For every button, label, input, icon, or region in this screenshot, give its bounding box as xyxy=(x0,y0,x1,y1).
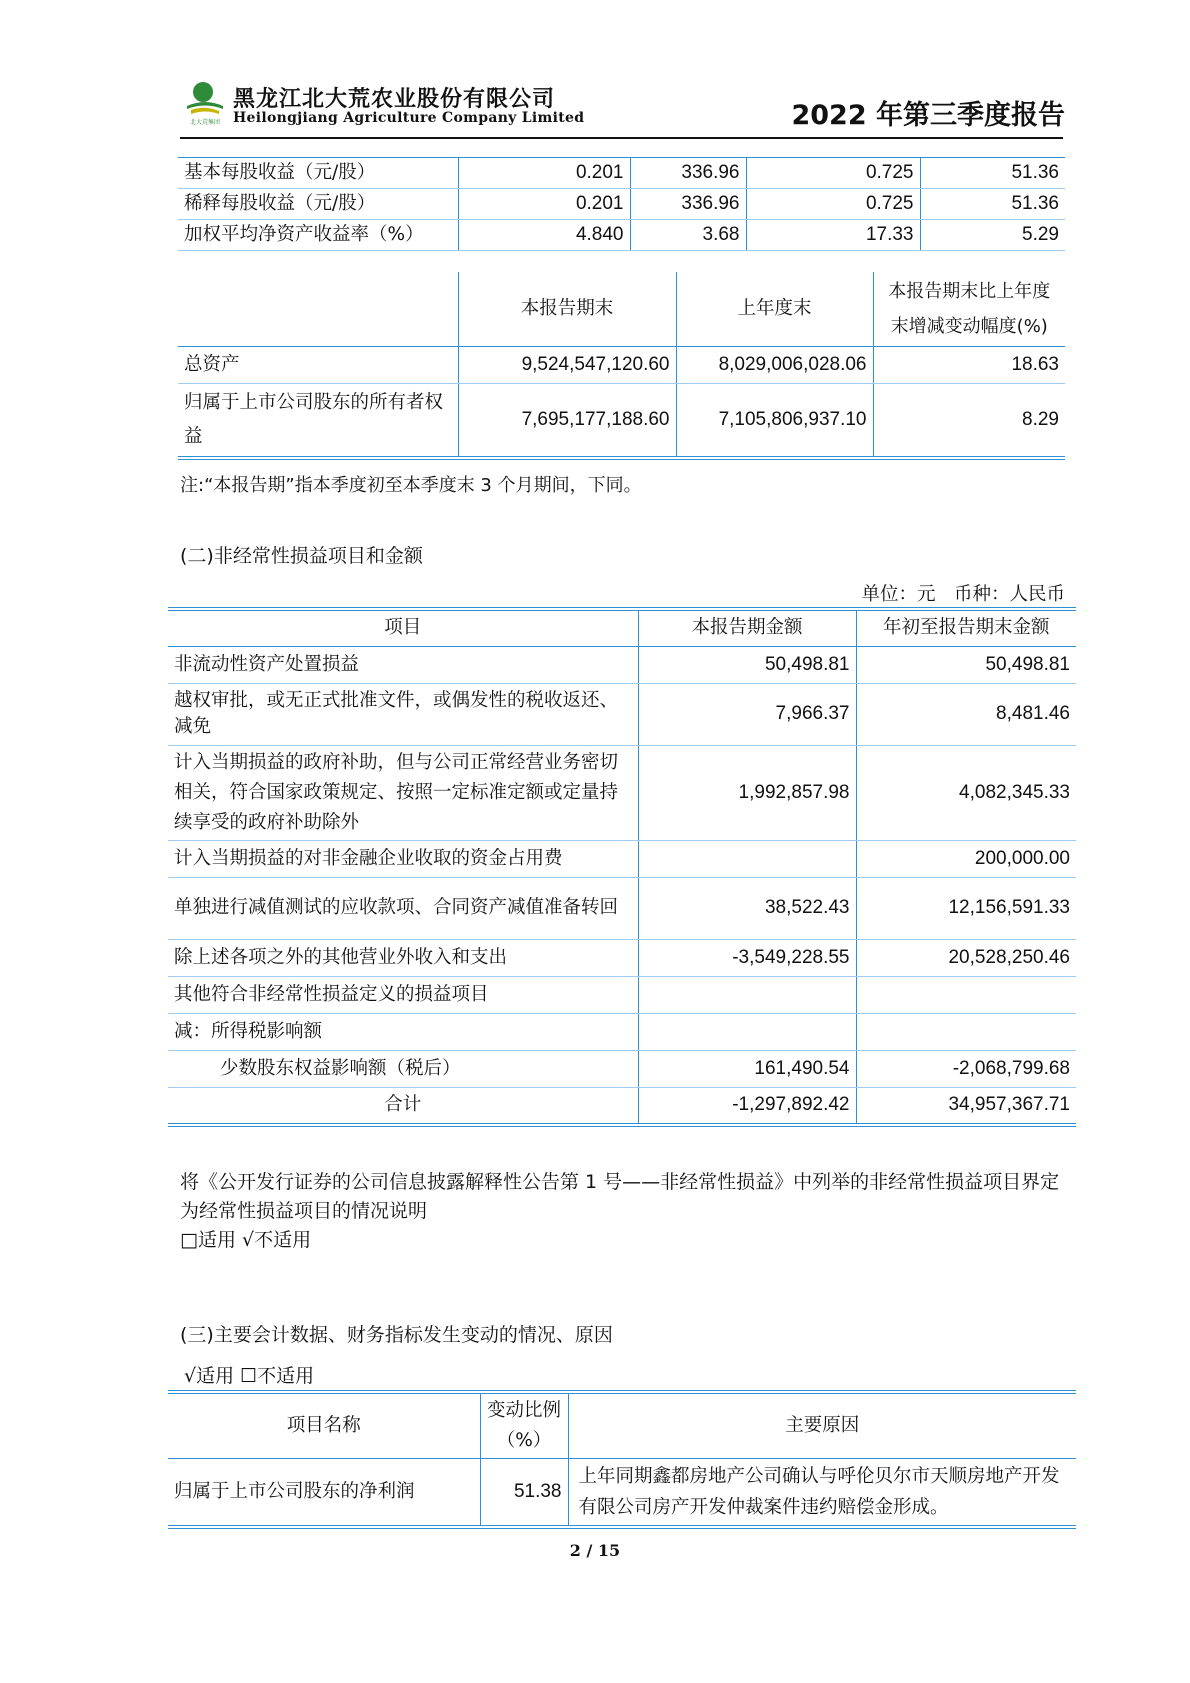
cell-ytd: 12,156,591.33 xyxy=(856,877,1076,939)
cell-value: 0.201 xyxy=(458,158,630,189)
table-row xyxy=(178,220,1065,251)
cell-period xyxy=(638,840,856,877)
cell-value: 17.33 xyxy=(746,220,920,251)
svg-text:北大荒集团: 北大荒集团 xyxy=(189,119,221,126)
cell-ytd: 4,082,345.33 xyxy=(856,745,1076,840)
header-current-end: 本报告期末 xyxy=(458,272,676,347)
header-ratio: 变动比例（%） xyxy=(480,1392,568,1459)
table-header-row xyxy=(178,272,1065,347)
row-item: 其他符合非经常性损益定义的损益项目 xyxy=(168,976,638,1013)
cell-period xyxy=(638,1013,856,1050)
cell-value: 8.29 xyxy=(873,384,1065,459)
header-change xyxy=(873,272,1065,347)
row-item: 计入当期损益的政府补助，但与公司正常经营业务密切相关，符合国家政策规定、按照一定标准定额或定量持续享受的政府补助除外 xyxy=(168,745,638,840)
cell-value: 8,029,006,028.06 xyxy=(676,347,873,384)
section2-title: (二)非经常性损益项目和金额 xyxy=(180,545,423,567)
row-item: 单独进行减值测试的应收款项、合同资产减值准备转回 xyxy=(168,877,638,939)
cell-ytd xyxy=(856,976,1076,1013)
change-reasons-table xyxy=(168,1390,1076,1529)
cell-value: 0.725 xyxy=(746,189,920,220)
table-row xyxy=(168,976,1076,1013)
row-label: 归属于上市公司股东的所有者权益 xyxy=(178,384,458,459)
page-number: 2 / 15 xyxy=(569,1541,621,1560)
header-name: 项目名称 xyxy=(168,1392,480,1459)
table-row xyxy=(168,1013,1076,1050)
cell-ytd: 20,528,250.46 xyxy=(856,939,1076,976)
header-ytd: 年初至报告期末金额 xyxy=(856,609,1076,646)
row-item: 少数股东权益影响额（税后） xyxy=(168,1050,638,1087)
note2-text: 将《公开发行证券的公司信息披露解释性公告第 1 号——非经常性损益》中列举的非经常性损益项目界定为经常性损益项目的情况说明 xyxy=(180,1171,1060,1222)
cell-period: 7,966.37 xyxy=(638,683,856,745)
header-divider xyxy=(180,137,1063,139)
cell-period: 161,490.54 xyxy=(638,1050,856,1087)
row-label: 总资产 xyxy=(178,347,458,384)
cell-value: 0.725 xyxy=(746,158,920,189)
total-label: 合计 xyxy=(168,1087,638,1125)
cell-period xyxy=(638,976,856,1013)
beidahuang-logo xyxy=(183,78,227,130)
cell-period: 50,498.81 xyxy=(638,646,856,683)
note-report-period: 注:“本报告期”指本季度初至本季度末 3 个月期间，下同。 xyxy=(180,475,642,496)
header-reason: 主要原因 xyxy=(568,1392,1076,1459)
cell-period: -3,549,228.55 xyxy=(638,939,856,976)
header-change-line2: 末增减变动幅度(%) xyxy=(890,316,1048,337)
table-row xyxy=(178,189,1065,220)
cell-value: 4.840 xyxy=(458,220,630,251)
table-row xyxy=(168,683,1076,745)
row-item: 除上述各项之外的其他营业外收入和支出 xyxy=(168,939,638,976)
company-name-cn: 黑龙江北大荒农业股份有限公司 xyxy=(233,86,556,112)
section3-title: (三)主要会计数据、财务指标发生变动的情况、原因 xyxy=(180,1324,613,1346)
header-item: 项目 xyxy=(168,609,638,646)
table-header-row xyxy=(168,1392,1076,1459)
row-item: 非流动性资产处置损益 xyxy=(168,646,638,683)
cell-ytd: 200,000.00 xyxy=(856,840,1076,877)
cell-period: 1,992,857.98 xyxy=(638,745,856,840)
table-row xyxy=(168,877,1076,939)
table-row xyxy=(168,840,1076,877)
cell-value: 3.68 xyxy=(630,220,746,251)
cell-ratio: 51.38 xyxy=(480,1459,568,1528)
cell-ytd: -2,068,799.68 xyxy=(856,1050,1076,1087)
table-header-row xyxy=(168,609,1076,646)
header-blank xyxy=(178,272,458,347)
row-name: 归属于上市公司股东的净利润 xyxy=(168,1459,480,1528)
row-item: 减：所得税影响额 xyxy=(168,1013,638,1050)
cell-value: 7,695,177,188.60 xyxy=(458,384,676,459)
key-financials-table xyxy=(178,158,1065,251)
row-label: 基本每股收益（元/股） xyxy=(178,158,458,189)
report-title: 2022 年第三季度报告 xyxy=(791,100,1065,131)
section3-options: √适用 ☐不适用 xyxy=(184,1365,315,1387)
cell-ytd: 8,481.46 xyxy=(856,683,1076,745)
table-row xyxy=(168,745,1076,840)
header-change-line1: 本报告期末比上年度 xyxy=(888,281,1051,302)
total-ytd: 34,957,367.71 xyxy=(856,1087,1076,1125)
balance-sheet-table xyxy=(178,272,1065,460)
table-row xyxy=(178,384,1065,459)
table-row xyxy=(168,1050,1076,1087)
note-non-recurring-definition xyxy=(180,1168,1065,1255)
non-recurring-table xyxy=(168,607,1076,1127)
header-period: 本报告期金额 xyxy=(638,609,856,646)
cell-period: 38,522.43 xyxy=(638,877,856,939)
cell-ytd: 50,498.81 xyxy=(856,646,1076,683)
table-row xyxy=(168,939,1076,976)
cell-value: 336.96 xyxy=(630,158,746,189)
cell-value: 5.29 xyxy=(920,220,1065,251)
cell-value: 7,105,806,937.10 xyxy=(676,384,873,459)
unit-currency: 单位：元 币种：人民币 xyxy=(861,584,1065,605)
cell-value: 51.36 xyxy=(920,189,1065,220)
table-row xyxy=(168,1459,1076,1528)
row-label: 稀释每股收益（元/股） xyxy=(178,189,458,220)
cell-value: 336.96 xyxy=(630,189,746,220)
table-total-row xyxy=(168,1087,1076,1125)
cell-reason: 上年同期鑫都房地产公司确认与呼伦贝尔市天顺房地产开发有限公司房产开发仲裁案件违约赔偿金形成。 xyxy=(568,1459,1076,1528)
row-item: 越权审批，或无正式批准文件，或偶发性的税收返还、减免 xyxy=(168,683,638,745)
note2-options: □适用 √不适用 xyxy=(180,1229,312,1251)
cell-value: 9,524,547,120.60 xyxy=(458,347,676,384)
total-period: -1,297,892.42 xyxy=(638,1087,856,1125)
row-label: 加权平均净资产收益率（%） xyxy=(178,220,458,251)
header-prior-year-end: 上年度末 xyxy=(676,272,873,347)
company-name-en: Heilongjiang Agriculture Company Limited xyxy=(233,110,585,126)
table-row xyxy=(178,347,1065,384)
table-row xyxy=(178,158,1065,189)
cell-value: 51.36 xyxy=(920,158,1065,189)
row-item: 计入当期损益的对非金融企业收取的资金占用费 xyxy=(168,840,638,877)
table-row xyxy=(168,646,1076,683)
cell-value: 18.63 xyxy=(873,347,1065,384)
cell-ytd xyxy=(856,1013,1076,1050)
cell-value: 0.201 xyxy=(458,189,630,220)
